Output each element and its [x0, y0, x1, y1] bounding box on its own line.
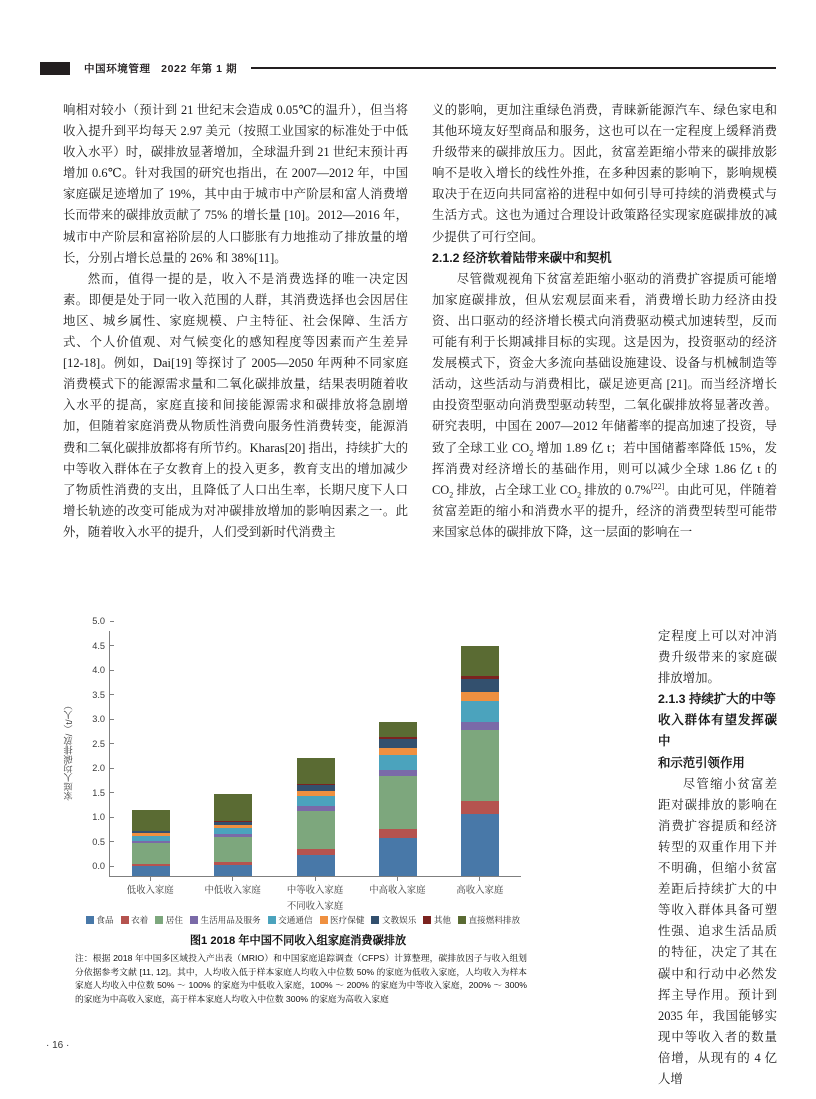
running-head: [40, 55, 776, 81]
header-journal-issue: [84, 61, 237, 76]
bar-cell: [274, 631, 356, 876]
left-paragraph-2: 然而，值得一提的是，收入不是消费选择的唯一决定因素。即便是处于同一收入范围的人群，其消费选择也会因居住地区、城乡属性、家庭规模、户主特征、社会保障、生活方式、个人价值观、对气候变化的感知程度等因素而产生差异 [12-18]。例如，Dai[19] 等探讨了 2005—2050 年两种不同家庭消费模式下的能源需求量和二氧化碳排放量，结果表明随着收入水平的提高，家庭直接和间接能源需求和碳排放将急剧增加，但随着家庭消费从物质性消费向服务性消费转变，能源消费和二氧化碳排放都将有所节约。Kharas[20] 指出，持续扩大的中等收入群体在子女教育上的投入更多，教育支出的增加减少了物质性消费的支出，且降低了人口出生率，长期尺度下人口增长轨迹的改变可能成为对冲碳排放增加的影响因素之一。此外，随着收入水平的提升，人们受到新时代消费主: [63, 271, 408, 539]
y-axis-tick-label: 1.0: [71, 812, 110, 822]
y-axis-tick-label: 3.5: [71, 690, 110, 700]
right-paragraph-2-part3: 排放，占全球工业 CO: [453, 482, 578, 497]
x-axis-title: 不同收入家庭: [286, 900, 344, 911]
stacked-bar[interactable]: [461, 646, 499, 876]
bar-segment[interactable]: [214, 794, 252, 821]
x-axis-labels: [109, 882, 521, 896]
bar-segment[interactable]: [461, 814, 499, 876]
legend-label: 居住: [165, 915, 183, 925]
legend-swatch: [121, 916, 129, 924]
stacked-bar[interactable]: [297, 758, 335, 876]
legend-item[interactable]: [190, 914, 261, 926]
chart-legend: [73, 914, 533, 926]
right-paragraph-2: [432, 269, 777, 543]
x-axis-tick-mark: [315, 876, 316, 881]
x-axis-tick-mark: [397, 876, 398, 881]
section-heading-2-1-3-line-2: 收入群体有望发挥碳中: [658, 713, 777, 749]
bar-cell: [357, 631, 439, 876]
bar-segment[interactable]: [214, 865, 252, 876]
right-column-narrow: [658, 626, 777, 1090]
legend-label: 衣着: [131, 915, 149, 925]
figure-note: [75, 952, 527, 1006]
bar-segment[interactable]: [461, 646, 499, 676]
bar-segment[interactable]: [297, 811, 335, 849]
legend-item[interactable]: [268, 914, 313, 926]
legend-item[interactable]: [320, 914, 365, 926]
stacked-bar[interactable]: [132, 810, 170, 876]
y-axis-tick-label: 0.0: [71, 861, 110, 871]
bar-segment[interactable]: [297, 758, 335, 784]
y-axis-tick-label: 2.5: [71, 739, 110, 749]
x-axis-category-label: 中高收入家庭: [369, 884, 426, 895]
stacked-bar[interactable]: [379, 722, 417, 876]
legend-item[interactable]: [121, 914, 149, 926]
legend-label: 生活用品及服务: [200, 915, 261, 925]
issue-label: 2022 年第 1 期: [161, 62, 238, 75]
legend-item[interactable]: [423, 914, 451, 926]
figure-caption: 图1 2018 年中国不同收入组家庭消费碳排放: [189, 935, 407, 947]
bar-cell: [192, 631, 274, 876]
bar-segment[interactable]: [379, 755, 417, 770]
y-axis-tick-label: 0.5: [71, 837, 110, 847]
figure-note-text: 根据 2018 年中国多区域投入产出表（MRIO）和中国家庭追踪调查（CFPS）计算整理，碳排放因子与收入组划分依据参考文献 [11, 12]。其中，人均收入低于样本家庭人均收入中位数 50% 的家庭为低收入家庭，人均收入为样本家庭人均收入中位数 50% ～ 100% 的家庭为中低收入家庭，100% ～ 200% 的家庭为中等收入家庭，200% ～ 300% 的家庭为中高收入家庭，高于样本家庭人均收入中位数 300% 的家庭为高收入家庭: [75, 953, 527, 1004]
bar-segment[interactable]: [461, 701, 499, 722]
legend-item[interactable]: [155, 914, 183, 926]
legend-swatch: [423, 916, 431, 924]
y-axis-tick-label: 3.0: [71, 714, 110, 724]
bar-cell: [110, 631, 192, 876]
x-axis-tick-mark: [479, 876, 480, 881]
right-paragraph-2-part2: 增加 1.89 亿 t；若中国储蓄率降低 15%，发挥消费对经济增长的基础作用，则可以减少全球 1.86 亿 t 的 CO: [432, 440, 778, 497]
legend-label: 交通通信: [278, 915, 313, 925]
y-axis-tick-label: 5.0: [71, 616, 110, 626]
narrow-paragraph-2: 尽管缩小贫富差距对碳排放的影响在消费扩容提质和经济转型的双重作用下并不明确，但缩小贫富差距后持续扩大的中等收入群体具备可塑性强、追求生活品质的特征，决定了其在碳中和行动中必然发挥主导作用。预计到 2035 年，我国能够实现中等收入者的数量倍增，从现有的 4 亿人增: [658, 776, 777, 1086]
narrow-paragraph-1: 定程度上可以对冲消费升级带来的家庭碳排放增加。: [658, 629, 777, 686]
y-axis-tick-label: 4.5: [71, 641, 110, 651]
journal-name: 中国环境管理: [84, 62, 151, 75]
bar-segment[interactable]: [379, 776, 417, 829]
legend-label: 其他: [433, 915, 452, 925]
y-axis-tick-mark: [110, 621, 114, 622]
x-axis-category-label: 中等收入家庭: [286, 884, 344, 895]
legend-swatch: [190, 916, 198, 924]
y-axis-tick-label: 2.0: [71, 763, 110, 773]
y-axis-tick-label: 1.5: [71, 788, 110, 798]
reference-marker-22: [22]: [650, 481, 665, 491]
legend-label: 直接燃料排放: [468, 915, 521, 925]
bar-segment[interactable]: [297, 796, 335, 806]
x-axis-category-label: 高收入家庭: [456, 884, 504, 895]
legend-swatch: [371, 916, 379, 924]
bar-segment[interactable]: [379, 748, 417, 755]
bar-segment[interactable]: [461, 692, 499, 701]
legend-label: 食品: [96, 915, 114, 925]
legend-item[interactable]: [371, 914, 416, 926]
co2-subscript-1: 2: [529, 447, 534, 457]
bar-segment[interactable]: [461, 801, 499, 814]
y-axis-title-text: 家庭人均碳排放/（t/人）: [64, 701, 74, 801]
x-axis-tick-mark: [232, 876, 233, 881]
x-axis-category-label: 中低收入家庭: [204, 884, 261, 895]
figure-1: [63, 616, 533, 1004]
bar-segment[interactable]: [379, 838, 417, 876]
right-paragraph-1: 义的影响，更加注重绿色消费，青睐新能源汽车、绿色家电和其他环境友好型商品和服务，这也可以在一定程度上缓释消费升级带来的碳排放压力。因此，贫富差距缩小带来的碳排放影响不是收入增长的线性外推，在多种因素的影响下，影响规模取决于在迈向共同富裕的进程中如何引导可持续的消费模式与生活方式。这也为通过合理设计政策路径实现家庭碳排放的减少提供了可行空间。: [432, 103, 777, 244]
header-rule: [251, 67, 776, 68]
co2-subscript-3: 2: [577, 490, 582, 500]
bar-segment[interactable]: [461, 679, 499, 692]
right-paragraph-2-part5: 。由此可见，伴随着贫富差距的缩小和消费水平的提升，经济的消费型转型可能带来国家总体的碳排放下降，这一层面的影响在一: [432, 482, 777, 539]
plot-area: [92, 616, 521, 877]
co2-subscript-2: 2: [449, 490, 454, 500]
bar-segment[interactable]: [297, 855, 335, 876]
bar-group: [110, 631, 521, 876]
bar-segment[interactable]: [132, 810, 170, 830]
bar-segment[interactable]: [132, 843, 170, 864]
bar-segment[interactable]: [379, 829, 417, 838]
left-paragraph-1: 响相对较小（预计到 21 世纪末会造成 0.05℃的温升），但当将收入提升到平均每天 2.97 美元（按照工业国家的标准处于中低收入水平）时，碳排放显著增加，全球温升到 21 世纪末预计再增加 0.6℃。针对我国的研究也指出，在 2007—2012 年，中国家庭碳足迹增加了 19%，其中由于城市中产阶层和富人消费增长而带来的碳排放贡献了 75% 的增长量 [10]。2012—2016 年，城市中产阶层和富裕阶层的人口膨胀有力地推动了排放量的增长，分别占增长总量的 26% 和 38%[11]。: [63, 103, 408, 265]
legend-swatch: [155, 916, 163, 924]
chart-stacked-bar: [63, 616, 533, 925]
legend-swatch: [86, 916, 94, 924]
legend-item[interactable]: [86, 914, 114, 926]
right-paragraph-2-part1: 尽管微观视角下贫富差距缩小驱动的消费扩容提质可能增加家庭碳排放，但从宏观层面来看，消费增长助力经济由投资、出口驱动的经济增长模式向消费驱动模式加速转型，反而可能有利于长期减排目标的实现。这是因为，投资驱动的经济发展模式下，资金大多流向基础设施建设、设备与机械制造等活动，这些活动与消费相比，碳足迹更高 [21]。而当经济增长由投资型驱动向消费型驱动转型，二氧化碳排放将显著改善。研究表明，中国在 2007—2012 年储蓄率的提高加速了投资，导致了全球工业 CO: [432, 271, 777, 455]
bar-cell: [439, 631, 521, 876]
section-heading-2-1-2: 2.1.2 经济软着陆带来碳中和契机: [432, 250, 612, 265]
left-column: [63, 100, 408, 543]
page-folio: · 16 ·: [46, 1040, 70, 1051]
bar-segment[interactable]: [379, 722, 417, 737]
right-paragraph-2-part4: 排放的 0.7%: [581, 482, 651, 497]
x-axis-tick-mark: [150, 876, 151, 881]
header-black-block: [40, 62, 70, 75]
figure-note-prefix: 注：: [75, 953, 93, 963]
x-axis-category-label: 低收入家庭: [126, 884, 174, 895]
bar-segment[interactable]: [461, 722, 499, 730]
right-column: [432, 100, 777, 543]
y-axis-tick-label: 4.0: [71, 665, 110, 675]
stacked-bar[interactable]: [214, 794, 252, 876]
legend-label: 医疗保健: [330, 915, 365, 925]
section-heading-2-1-3-line-3: 和示范引领作用: [658, 755, 745, 770]
section-heading-2-1-3-line-1: 2.1.3 持续扩大的中等: [658, 692, 776, 707]
bar-segment[interactable]: [379, 739, 417, 748]
legend-item[interactable]: [458, 914, 520, 926]
legend-swatch: [458, 916, 466, 924]
bar-segment[interactable]: [214, 837, 252, 862]
bar-segment[interactable]: [461, 730, 499, 801]
bar-segment[interactable]: [132, 866, 170, 876]
legend-swatch: [320, 916, 328, 924]
legend-swatch: [268, 916, 276, 924]
legend-label: 文教娱乐: [381, 915, 417, 925]
